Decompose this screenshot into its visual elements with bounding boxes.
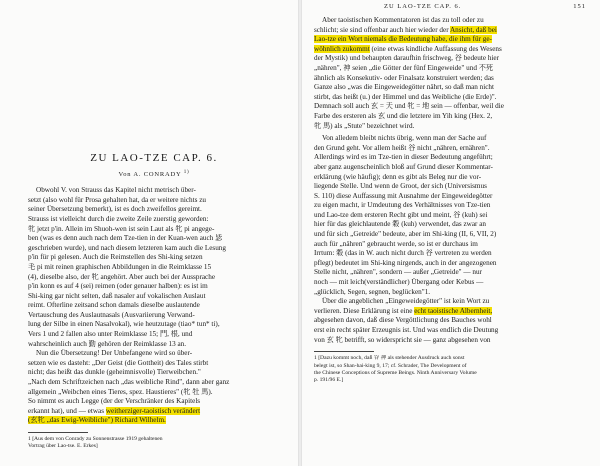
text-line: Obwohl V. von Strauss das Kapitel nicht metrisch über- bbox=[36, 186, 196, 195]
text-line: Demnach soll auch 玄 = 天 und 牝 = 地 sein — offenbar, weil die bbox=[314, 102, 504, 111]
text-line: setzt (also wohl für Prosa gehalten hat, da er weitere nichts zu bbox=[28, 195, 207, 204]
text-line: Ganze also „was die Eingeweidegötter nährt, so daß man nicht bbox=[314, 83, 495, 92]
author-footnote-marker: 1) bbox=[183, 170, 190, 175]
text-line: wahrscheinlich auch 勤 gehören der Reimklasse 13 an. bbox=[28, 339, 187, 348]
text-line: erklärung (wie häufig); denn es gibt als Beleg nur die vor- bbox=[314, 172, 482, 181]
footnote-line: the Chinese Conceptions of Supreme Beings. Ninth Anniversary Volume bbox=[314, 370, 477, 376]
text-line: Vertauschung des Auslautnasals (Ausvariierung Verwand- bbox=[28, 310, 195, 319]
text-line: Von alledem bleibt nichts übrig, wenn man der Sache auf bbox=[322, 134, 487, 143]
text-line: allgemein „Weibchen eines Tieres, spez. Haustieres" (牝 牡 馬). bbox=[28, 387, 213, 396]
footnote-rule bbox=[314, 351, 374, 352]
footnote-rule bbox=[28, 432, 88, 433]
page-number: 151 bbox=[573, 3, 586, 10]
text-line-highlighted: wöhnlich zukommt (eine etwas kindliche Auffassung des Wesens bbox=[314, 44, 502, 53]
text-line: auch für „nähren" gebraucht werde, so ist er durchaus im bbox=[314, 239, 478, 248]
footnote-line: belegt ist, so Shan-hai-king 9, 17; cf. Schrader, The Development of bbox=[314, 362, 467, 369]
text-line-highlighted bbox=[28, 416, 280, 426]
text-line: p'in konn es auf 4 (sei) reimen (oder genauer halben): es ist im bbox=[28, 282, 208, 291]
text-line: Stelle nicht, „nähren", sondern — außer „Getreide" — nur bbox=[314, 268, 482, 277]
author-line bbox=[28, 170, 280, 178]
text-line: Aber taoistischen Kommentatoren ist das zu toll oder zu bbox=[322, 16, 484, 24]
right-page bbox=[302, 0, 600, 466]
right-body-text bbox=[314, 16, 588, 345]
text-line: „nähren", 神 seien „die Götter der fünf Eingeweide" und 不死 bbox=[314, 63, 494, 72]
text-line: „glücklich, Segen, segnen, beglücken"1. bbox=[314, 287, 431, 296]
text-line: ähnlich als Konsekutiv- oder Finalsatz konstruiert werden; das bbox=[314, 73, 494, 82]
text-line: Farbe des ersteren als 玄 und die letztere im Yih king (Hex. 2, bbox=[314, 111, 493, 120]
left-page bbox=[0, 0, 298, 466]
text-line: 毛 pi mit reinen graphischen Abbildungen in die Reimklasse 15 bbox=[28, 262, 212, 271]
text-line: Nun die Übersetzung! Der Unbefangene wird so über- bbox=[36, 349, 193, 358]
footnote-line: 1 [Aus dem von Conrady zu Sonnenstrasse 1919 gehaltenen bbox=[28, 436, 163, 442]
text-line: Irrtum: 穀 (das in W. auch nicht durch 谷 vertreten zu werden bbox=[314, 249, 492, 258]
text-line: stirbt, das heißt (u.) der Himmel und das Weibliche (die Erde)". bbox=[314, 92, 497, 101]
text-line: von 玄 牝 betrifft, so widerspricht sie — ganz abgesehen von bbox=[314, 335, 491, 344]
highlight-span: Ansicht, daß bei bbox=[449, 25, 497, 34]
text-line: (4), dieselbe also, der 牝 angehört. Aber auch bei der Aussprache bbox=[28, 272, 216, 281]
text-line: p'in für pi gelesen. Auch die Reimstellen des Shi-king setzen bbox=[28, 253, 203, 262]
text-line-highlighted bbox=[314, 35, 588, 45]
text-line: nicht; das heißt das dunkle (geheimnisvolle) Tierweibchen." bbox=[28, 368, 201, 377]
text-line: Allerdings wird es im Tze-tien in dieser Bedeutung angeführt; bbox=[314, 153, 493, 162]
author-name: A. CONRADY bbox=[133, 171, 182, 179]
text-line: aber ganz augenscheinlich bloß auf Grund dieser Kommentar- bbox=[314, 162, 493, 171]
text-line: den Grund geht. Vor allem heißt 谷 nicht „nähren, ernähren". bbox=[314, 143, 490, 152]
text-line: setzen wie es dasteht: „Der Geist (die Gottheit) des Tales stirbt bbox=[28, 358, 209, 367]
text-line: S. 110) diese Auffassung mit Ausnahme der Eingeweidegötter bbox=[314, 191, 493, 200]
text-line: pflegt) bedeutet im Shi-king nirgends, auch in der angezogenen bbox=[314, 258, 497, 267]
text-line: geschrieben wurde), und nach diesem letzteren kam auch die Lesung bbox=[28, 243, 226, 252]
text-line: erst ein recht später Erzeugnis ist. Und was endlich die Deutung bbox=[314, 326, 499, 334]
footnote-line: 1 [Dazu kommt noch, daß 谷 神 als stehender Ausdruck auch sonst bbox=[314, 355, 465, 362]
text-line: zu eigen macht, ir Umdeutung des Verhältnisses von Tze-tien bbox=[314, 201, 491, 210]
footnote-line: p. 191/96 E.] bbox=[314, 377, 344, 384]
text-line-highlighted: verlieren. Diese Erklärung ist eine echt taoistische Albernheit, bbox=[314, 306, 493, 315]
text-line: abgesehen davon, daß diese Vergöttlichung des Bauches wohl bbox=[314, 316, 492, 325]
text-line: 牝 jetzt p'in. Allein im Shuoh-wen ist sein Laut als 牝 pi angege- bbox=[28, 224, 215, 233]
text-line: seiner Übersetzung bemerkt), ist es doch zweifellos gereimt. bbox=[28, 205, 202, 214]
text-line-highlighted: erkannt hat), und — etwas weitherziger-taoistisch verändert bbox=[28, 406, 201, 415]
text-line: liegende Stelle. Und wenn de Groot, der sich (Universismus bbox=[314, 182, 487, 191]
right-footnote bbox=[314, 355, 588, 385]
text-line: So nimmt es auch Legge (der der Verschränker des Kapitels bbox=[28, 397, 201, 406]
text-line: noch — mit leich(verständlicher) Übergang oder Kebus — bbox=[314, 278, 484, 287]
text-line: lung der Silbe in einen Nasalvokal), wie heutzutage (tiao* tun* ti), bbox=[28, 320, 220, 329]
highlight-span: Lao-tze ein Wort niemals die Bedeutung habe, die ihm für ge- bbox=[314, 35, 492, 44]
text-line: reimt. Ofterline zeitsand schon damals dieselbe auslautende bbox=[28, 301, 200, 310]
text-line: und Lao-tze dem ersteren Recht gibt und meint, 谷 (kuh) sei bbox=[314, 210, 488, 219]
text-line-highlighted: schlicht; sie sind offenbar auch hier wieder der Ansicht, daß bei bbox=[314, 25, 497, 34]
running-head-title: ZU LAO-TZE CAP. 6. bbox=[384, 3, 462, 10]
highlight-span: (玄牝 „das Ewig-Weibliche") Richard Wilhelm. bbox=[28, 416, 166, 425]
text-line: Shi-king gar nicht selten, daß nasaler auf vokalischen Auslaut bbox=[28, 291, 206, 300]
text-line: Über die angeblichen „Eingeweidegötter" ist kein Wort zu bbox=[322, 297, 490, 306]
text-line: Strauss ist vielleicht durch die zweite Zeile zuerstig geworden: bbox=[28, 214, 209, 223]
highlight-span: echt taoistische Albernheit, bbox=[414, 306, 493, 315]
text-line: der Mystik) und behaupten daraufhin frischweg, 谷 bedeute hier bbox=[314, 54, 500, 63]
chapter-title: ZU LAO-TZE CAP. 6. bbox=[90, 152, 218, 164]
author-prefix: Von bbox=[118, 171, 132, 179]
footnote-line: Vortrag über Lao-tse. E. Erkes] bbox=[28, 443, 98, 450]
text-line: ben (was es denn auch nach dem Tze-tien in der Kuan-wen auch 毖 bbox=[28, 234, 223, 243]
text-line: hier für das gleichlautende 穀 (kuh) verwendet, das zwar an bbox=[314, 220, 487, 229]
highlight-span: wöhnlich zukommt bbox=[314, 44, 370, 53]
text-line: und für sich „Getreide" bedeute, aber im Shi-king (II, 6, VII, 2) bbox=[314, 230, 497, 239]
left-footnote bbox=[28, 436, 280, 451]
right-page-body bbox=[314, 16, 588, 385]
running-head bbox=[314, 3, 588, 13]
left-body-text bbox=[28, 186, 280, 426]
text-line: Vers 1 und 2 fallen also unter Reimklasse 15; 門, 根, und bbox=[28, 330, 193, 339]
highlight-span: weitherziger-taoistisch verändert bbox=[105, 406, 201, 415]
left-page-body bbox=[28, 152, 280, 451]
text-line: 牝 馬) als „Stute" bezeichnet wird. bbox=[314, 121, 415, 130]
text-line: „Nach dem Schriftzeichen nach „das weibliche Rind", dann aber ganz bbox=[28, 378, 230, 387]
